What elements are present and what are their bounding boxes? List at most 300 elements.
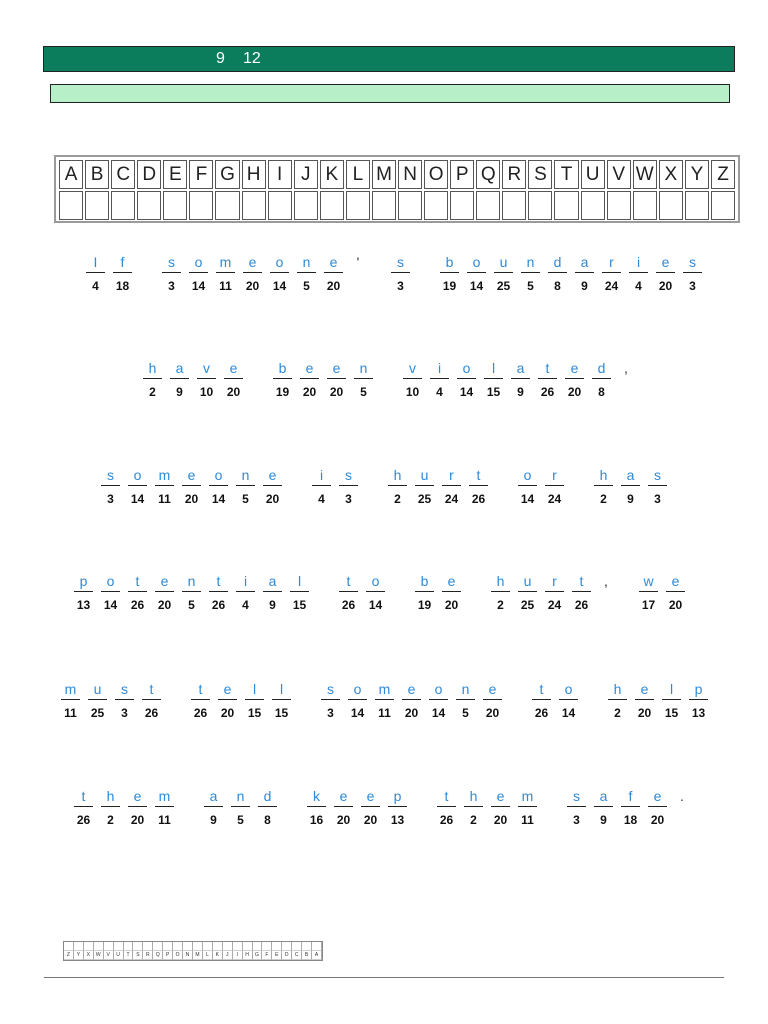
letter-blank[interactable] [654, 252, 677, 293]
letter-blank[interactable] [536, 358, 559, 399]
cipher-code-number: 11 [158, 492, 171, 506]
letter-blank[interactable] [687, 679, 710, 720]
letter-blank[interactable] [563, 358, 586, 399]
answer-underline [518, 591, 537, 592]
answer-underline [464, 806, 483, 807]
cipher-code-number: 3 [327, 706, 334, 720]
cipher-word [530, 679, 584, 720]
cipher-code-number: 9 [210, 813, 217, 827]
cipher-code-number: 15 [292, 598, 307, 612]
letter-blank[interactable] [189, 679, 212, 720]
answer-letter: t [476, 467, 481, 483]
letter-blank[interactable] [261, 465, 284, 506]
cipher-code-number: 13 [390, 813, 405, 827]
letter-blank[interactable] [160, 252, 183, 293]
letter-blank[interactable] [310, 465, 333, 506]
letter-blank[interactable] [492, 252, 515, 293]
letter-blank[interactable] [413, 571, 436, 612]
letter-blank[interactable] [557, 679, 580, 720]
letter-blank[interactable] [489, 571, 512, 612]
cipher-code-number: 3 [397, 279, 404, 293]
cipher-code-number: 20 [220, 706, 235, 720]
key-code-cell[interactable] [85, 191, 109, 220]
cipher-word [99, 465, 288, 506]
letter-blank[interactable] [126, 786, 149, 827]
answer-underline [366, 591, 385, 592]
answer-underline [61, 699, 80, 700]
key-code-cell[interactable] [111, 191, 135, 220]
answer-letter: e [305, 360, 314, 376]
answer-underline [545, 591, 564, 592]
letter-blank[interactable] [664, 571, 687, 612]
answer-letter: t [545, 360, 550, 376]
letter-blank[interactable] [386, 786, 409, 827]
letter-blank[interactable] [373, 679, 396, 720]
letter-blank[interactable] [619, 465, 642, 506]
answer-underline [339, 485, 358, 486]
cipher-code-number: 20 [302, 385, 317, 399]
cipher-code-number: 8 [264, 813, 271, 827]
thumbnail-letter-cell: Q [153, 951, 163, 960]
letter-blank[interactable] [271, 358, 294, 399]
thumbnail-letter-cell: Z [64, 951, 74, 960]
cipher-code-number: 5 [462, 706, 469, 720]
letter-blank[interactable] [462, 786, 485, 827]
answer-letter: o [462, 360, 471, 376]
punctuation-mark: , [604, 573, 608, 589]
letter-blank[interactable] [400, 679, 423, 720]
answer-underline [263, 591, 282, 592]
answer-underline [189, 272, 208, 273]
letter-blank[interactable] [427, 679, 450, 720]
answer-underline [88, 699, 107, 700]
letter-blank[interactable] [322, 252, 345, 293]
cipher-code-number: 15 [274, 706, 289, 720]
answer-underline [216, 272, 235, 273]
answer-letter: h [496, 573, 505, 589]
letter-blank[interactable] [84, 252, 107, 293]
answer-letter: v [203, 360, 210, 376]
punctuation-mark: . [680, 788, 684, 804]
thumbnail-code-cell [173, 942, 183, 951]
answer-underline [272, 699, 291, 700]
answer-letter: o [523, 467, 532, 483]
letter-blank[interactable] [111, 252, 134, 293]
thumbnail-code-cell [153, 942, 163, 951]
letter-blank[interactable] [590, 358, 613, 399]
letter-blank[interactable] [619, 786, 642, 827]
letter-blank[interactable] [325, 358, 348, 399]
cipher-code-number: 25 [520, 598, 535, 612]
answer-underline [545, 485, 564, 486]
letter-blank[interactable] [207, 465, 230, 506]
letter-blank[interactable] [389, 252, 412, 293]
key-code-cell[interactable] [137, 191, 161, 220]
cipher-code-number: 5 [303, 279, 310, 293]
cipher-code-number: 25 [496, 279, 511, 293]
thumbnail-code-cell [262, 942, 272, 951]
letter-blank[interactable] [113, 679, 136, 720]
letter-blank[interactable] [72, 786, 95, 827]
cipher-word [337, 571, 391, 612]
cipher-word [189, 679, 297, 720]
letter-blank[interactable] [592, 786, 615, 827]
answer-letter: l [252, 681, 257, 697]
answer-underline [263, 485, 282, 486]
worksheet-subheader-bar [50, 84, 730, 103]
letter-blank[interactable] [332, 786, 355, 827]
letter-blank[interactable] [180, 465, 203, 506]
letter-blank[interactable] [216, 679, 239, 720]
answer-letter: o [214, 467, 223, 483]
letter-blank[interactable] [141, 358, 164, 399]
key-letter-cell: R [502, 160, 526, 189]
thumbnail-code-cell [302, 942, 312, 951]
letter-blank[interactable] [519, 252, 542, 293]
letter-blank[interactable] [509, 358, 532, 399]
letter-blank[interactable] [268, 252, 291, 293]
answer-underline [594, 485, 613, 486]
letter-blank[interactable] [646, 786, 669, 827]
key-code-cell[interactable] [450, 191, 474, 220]
thumbnail-code-cell [233, 942, 243, 951]
answer-underline [484, 378, 503, 379]
thumbnail-letter-cell: X [84, 951, 94, 960]
letter-blank[interactable] [207, 571, 230, 612]
letter-blank[interactable] [440, 465, 463, 506]
cipher-code-number: 20 [326, 279, 341, 293]
cipher-code-number: 9 [600, 813, 607, 827]
cipher-code-number: 20 [637, 706, 652, 720]
answer-underline [621, 806, 640, 807]
letter-blank[interactable] [681, 252, 704, 293]
key-code-cell[interactable] [476, 191, 500, 220]
cipher-code-number: 24 [604, 279, 619, 293]
letter-blank[interactable] [352, 358, 375, 399]
letter-blank[interactable] [153, 465, 176, 506]
cipher-code-number: 15 [486, 385, 501, 399]
key-code-cell[interactable] [424, 191, 448, 220]
cipher-code-number: 25 [417, 492, 432, 506]
answer-letter: h [106, 788, 115, 804]
letter-blank[interactable] [234, 465, 257, 506]
thumbnail-code-cell [253, 942, 263, 951]
answer-underline [236, 591, 255, 592]
letter-blank[interactable] [222, 358, 245, 399]
answer-underline [231, 806, 250, 807]
cipher-code-number: 18 [623, 813, 638, 827]
answer-underline [361, 806, 380, 807]
letter-blank[interactable] [440, 571, 463, 612]
thumbnail-letter-cell: W [94, 951, 104, 960]
letter-blank[interactable] [546, 252, 569, 293]
key-code-cell[interactable] [372, 191, 396, 220]
answer-underline [565, 378, 584, 379]
key-code-row [58, 191, 736, 220]
letter-blank[interactable] [516, 465, 539, 506]
cipher-code-number: 2 [107, 813, 114, 827]
key-code-cell[interactable] [659, 191, 683, 220]
key-code-cell[interactable] [554, 191, 578, 220]
letter-blank[interactable] [202, 786, 225, 827]
answer-letter: u [420, 467, 429, 483]
answer-underline [74, 806, 93, 807]
answer-underline [155, 591, 174, 592]
cipher-word [606, 679, 714, 720]
answer-underline [245, 699, 264, 700]
letter-blank[interactable] [516, 786, 539, 827]
answer-underline [74, 591, 93, 592]
letter-blank[interactable] [261, 571, 284, 612]
letter-blank[interactable] [482, 358, 505, 399]
answer-letter: o [564, 681, 573, 697]
letter-blank[interactable] [270, 679, 293, 720]
key-letter-cell: P [450, 160, 474, 189]
answer-underline [437, 806, 456, 807]
cipher-word [59, 679, 167, 720]
answer-letter: l [297, 573, 302, 589]
key-code-cell[interactable] [268, 191, 292, 220]
cipher-code-number: 20 [184, 492, 199, 506]
cipher-word [271, 358, 379, 399]
answer-underline [115, 699, 134, 700]
letter-blank[interactable] [516, 571, 539, 612]
answer-underline [648, 806, 667, 807]
letter-blank[interactable] [99, 786, 122, 827]
answer-letter: s [654, 467, 661, 483]
letter-blank[interactable] [187, 252, 210, 293]
answer-letter: r [609, 254, 614, 270]
letter-blank[interactable] [413, 465, 436, 506]
letter-blank[interactable] [570, 571, 593, 612]
thumbnail-code-cell [104, 942, 114, 951]
key-letter-cell: G [215, 160, 239, 189]
answer-letter: t [216, 573, 221, 589]
thumbnail-letter-cell: D [282, 951, 292, 960]
answer-letter: i [319, 467, 324, 483]
letter-blank[interactable] [530, 679, 553, 720]
key-letter-cell: D [137, 160, 161, 189]
key-code-cell[interactable] [189, 191, 213, 220]
answer-letter: h [613, 681, 622, 697]
letter-blank[interactable] [454, 679, 477, 720]
answer-letter: f [628, 788, 633, 804]
key-code-cell[interactable] [502, 191, 526, 220]
answer-underline [182, 485, 201, 486]
answer-letter: a [599, 788, 608, 804]
letter-blank[interactable] [455, 358, 478, 399]
answer-letter: l [279, 681, 284, 697]
letter-blank[interactable] [298, 358, 321, 399]
letter-blank[interactable] [543, 571, 566, 612]
cipher-code-number: 20 [404, 706, 419, 720]
letter-blank[interactable] [600, 252, 623, 293]
key-code-cell[interactable] [215, 191, 239, 220]
letter-blank[interactable] [428, 358, 451, 399]
thumbnail-letter-cell: K [213, 951, 223, 960]
answer-letter: m [64, 681, 77, 697]
thumbnail-code-cell [133, 942, 143, 951]
answer-letter: e [268, 467, 277, 483]
letter-blank[interactable] [592, 465, 615, 506]
letter-blank[interactable] [606, 679, 629, 720]
letter-blank[interactable] [435, 786, 458, 827]
answer-underline [209, 485, 228, 486]
cipher-code-number: 9 [627, 492, 634, 506]
sentence-line [72, 571, 691, 612]
letter-blank[interactable] [359, 786, 382, 827]
letter-blank[interactable] [573, 252, 596, 293]
letter-blank[interactable] [195, 358, 218, 399]
letter-blank[interactable] [168, 358, 191, 399]
answer-letter: b [420, 573, 429, 589]
answer-letter: s [327, 681, 334, 697]
letter-blank[interactable] [140, 679, 163, 720]
key-code-cell[interactable] [528, 191, 552, 220]
key-code-cell[interactable] [685, 191, 709, 220]
header-number-1: 9 [216, 50, 225, 67]
cipher-code-number: 20 [658, 279, 673, 293]
answer-underline [155, 806, 174, 807]
answer-underline [538, 378, 557, 379]
letter-blank[interactable] [465, 252, 488, 293]
letter-blank[interactable] [337, 465, 360, 506]
key-code-cell[interactable] [163, 191, 187, 220]
letter-blank[interactable] [386, 465, 409, 506]
letter-blank[interactable] [86, 679, 109, 720]
letter-blank[interactable] [346, 679, 369, 720]
answer-underline [375, 699, 394, 700]
cipher-word [202, 786, 283, 827]
cipher-code-number: 24 [547, 492, 562, 506]
letter-blank[interactable] [543, 465, 566, 506]
letter-blank[interactable] [364, 571, 387, 612]
answer-underline [440, 272, 459, 273]
key-code-cell[interactable] [607, 191, 631, 220]
letter-blank[interactable] [256, 786, 279, 827]
letter-blank[interactable] [401, 358, 424, 399]
key-code-cell[interactable] [346, 191, 370, 220]
letter-blank[interactable] [319, 679, 342, 720]
key-letter-cell: I [268, 160, 292, 189]
letter-blank[interactable] [126, 465, 149, 506]
cipher-code-number: 2 [394, 492, 401, 506]
key-code-cell[interactable] [633, 191, 657, 220]
letter-blank[interactable] [637, 571, 660, 612]
letter-blank[interactable] [627, 252, 650, 293]
answer-letter: n [187, 573, 196, 589]
letter-blank[interactable] [99, 465, 122, 506]
letter-blank[interactable] [126, 571, 149, 612]
key-code-cell[interactable] [294, 191, 318, 220]
letter-blank[interactable] [305, 786, 328, 827]
letter-blank[interactable] [295, 252, 318, 293]
answer-letter: r [552, 573, 557, 589]
answer-underline [594, 806, 613, 807]
letter-blank[interactable] [180, 571, 203, 612]
cipher-code-number: 9 [269, 598, 276, 612]
answer-underline [334, 806, 353, 807]
thumbnail-key [63, 941, 323, 961]
letter-blank[interactable] [72, 571, 95, 612]
thumbnail-code-cell [94, 942, 104, 951]
cipher-code-number: 4 [436, 385, 443, 399]
thumbnail-code-cell [143, 942, 153, 951]
footer-divider [44, 977, 724, 978]
key-code-cell[interactable] [242, 191, 266, 220]
cipher-word [592, 465, 673, 506]
letter-blank[interactable] [467, 465, 490, 506]
answer-underline [402, 699, 421, 700]
letter-blank[interactable] [243, 679, 266, 720]
letter-blank[interactable] [646, 465, 669, 506]
key-letter-cell: U [581, 160, 605, 189]
letter-blank[interactable] [633, 679, 656, 720]
letter-blank[interactable] [229, 786, 252, 827]
key-code-cell[interactable] [581, 191, 605, 220]
thumbnail-letter-cell: U [114, 951, 124, 960]
letter-blank[interactable] [234, 571, 257, 612]
answer-letter: a [626, 467, 635, 483]
answer-letter: p [79, 573, 88, 589]
cipher-word [413, 571, 467, 612]
letter-blank[interactable] [489, 786, 512, 827]
cipher-code-number: 19 [417, 598, 432, 612]
answer-underline [467, 272, 486, 273]
cipher-word [489, 571, 597, 612]
key-code-cell[interactable] [398, 191, 422, 220]
letter-blank[interactable] [59, 679, 82, 720]
key-code-cell[interactable] [320, 191, 344, 220]
answer-underline [327, 378, 346, 379]
letter-blank[interactable] [337, 571, 360, 612]
key-letter-cell: V [607, 160, 631, 189]
letter-blank[interactable] [288, 571, 311, 612]
cipher-code-number: 11 [378, 706, 391, 720]
letter-blank[interactable] [214, 252, 237, 293]
letter-blank[interactable] [99, 571, 122, 612]
cipher-code-number: 26 [574, 598, 589, 612]
cipher-code-number: 20 [650, 813, 665, 827]
thumbnail-letter-cell: V [104, 951, 114, 960]
letter-blank[interactable] [481, 679, 504, 720]
key-code-cell[interactable] [711, 191, 735, 220]
key-letter-cell: K [320, 160, 344, 189]
answer-underline [321, 699, 340, 700]
key-code-cell[interactable] [59, 191, 83, 220]
letter-blank[interactable] [565, 786, 588, 827]
answer-letter: h [393, 467, 402, 483]
thumbnail-letter-cell: J [223, 951, 233, 960]
letter-blank[interactable] [438, 252, 461, 293]
key-letter-cell: X [659, 160, 683, 189]
cipher-code-number: 4 [318, 492, 325, 506]
answer-underline [559, 699, 578, 700]
answer-letter: t [81, 788, 86, 804]
letter-blank[interactable] [660, 679, 683, 720]
key-letter-cell: B [85, 160, 109, 189]
cipher-code-number: 26 [193, 706, 208, 720]
answer-underline [648, 485, 667, 486]
answer-letter: d [597, 360, 606, 376]
answer-underline [204, 806, 223, 807]
letter-blank[interactable] [153, 786, 176, 827]
letter-blank[interactable] [241, 252, 264, 293]
letter-blank[interactable] [153, 571, 176, 612]
cipher-code-number: 13 [691, 706, 706, 720]
cipher-word [160, 252, 349, 293]
answer-underline [521, 272, 540, 273]
